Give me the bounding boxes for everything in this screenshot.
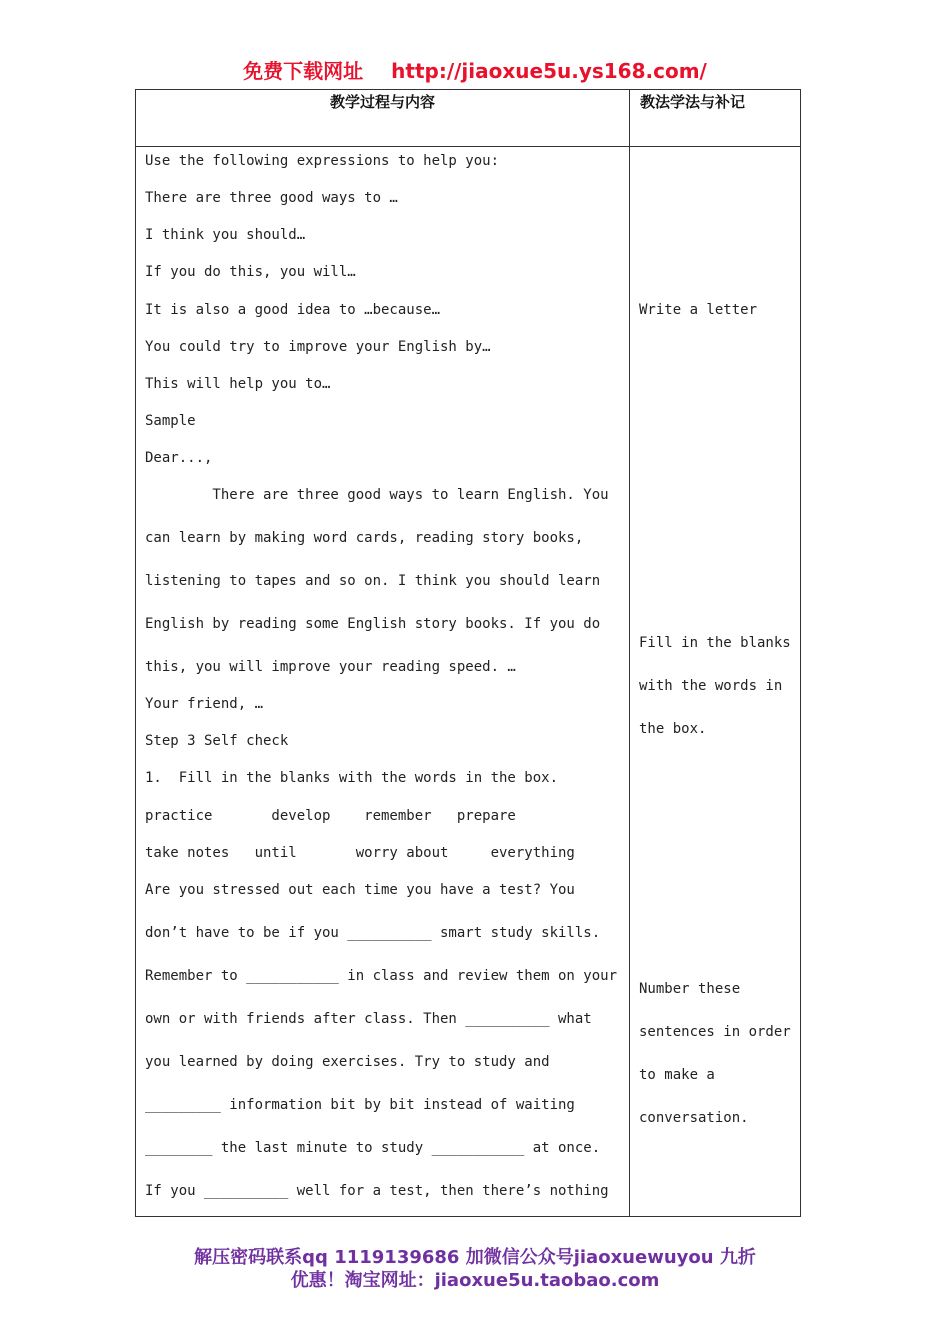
content-line: There are three good ways to learn English. You — [145, 487, 609, 503]
note-line: to make a — [639, 1067, 715, 1083]
content-line: ________ the last minute to study ___________ at once. — [145, 1140, 601, 1156]
content-column-header: 教学过程与内容 — [136, 90, 630, 147]
note-line: the box. — [639, 721, 707, 737]
notes-column-header: 教法学法与补记 — [630, 90, 801, 147]
lesson-table — [135, 89, 801, 1217]
download-label: 免费下载网址 — [243, 59, 364, 83]
note-line: Number these — [639, 981, 741, 997]
content-line: listening to tapes and so on. I think you should learn — [145, 573, 601, 589]
content-line: If you do this, you will… — [145, 264, 356, 280]
content-line: It is also a good idea to …because… — [145, 302, 441, 318]
content-line: English by reading some English story books. If you do — [145, 616, 601, 632]
teaching-notes-cell — [630, 147, 801, 1217]
content-line: own or with friends after class. Then __________ what — [145, 1011, 592, 1027]
download-url-link[interactable]: http://jiaoxue5u.ys168.com/ — [391, 59, 707, 83]
content-line: Sample — [145, 413, 196, 429]
content-line: There are three good ways to … — [145, 190, 398, 206]
content-line: You could try to improve your English by… — [145, 339, 491, 355]
content-line: Your friend, … — [145, 696, 264, 712]
content-line: If you __________ well for a test, then there’s nothing — [145, 1183, 609, 1199]
content-line: Step 3 Self check — [145, 733, 289, 749]
content-line: _________ information bit by bit instead of waiting — [145, 1097, 575, 1113]
content-line: Dear..., — [145, 450, 213, 466]
note-line: conversation. — [639, 1110, 749, 1126]
download-header — [0, 55, 950, 84]
content-line: take notes until worry about everything — [145, 845, 575, 861]
note-line: Write a letter — [639, 302, 758, 318]
content-line: 1. Fill in the blanks with the words in the box. — [145, 770, 559, 786]
note-line: sentences in order — [639, 1024, 791, 1040]
note-line: Fill in the blanks — [639, 635, 791, 651]
content-line: Are you stressed out each time you have a test? You — [145, 882, 575, 898]
content-line: Remember to ___________ in class and review them on your — [145, 968, 618, 984]
content-line: practice develop remember prepare — [145, 808, 516, 824]
content-line: don’t have to be if you __________ smart study skills. — [145, 925, 601, 941]
content-line: you learned by doing exercises. Try to study and — [145, 1054, 550, 1070]
footer-line-1: 解压密码联系qq 1119139686 加微信公众号jiaoxuewuyou 九折 — [194, 1247, 756, 1268]
lesson-content-cell — [136, 147, 630, 1217]
footer-line-2: 优惠！淘宝网址：jiaoxue5u.taobao.com — [290, 1270, 660, 1291]
note-line: with the words in — [639, 678, 783, 694]
content-line: This will help you to… — [145, 376, 331, 392]
content-line: this, you will improve your reading speed. … — [145, 659, 516, 675]
content-line: can learn by making word cards, reading story books, — [145, 530, 584, 546]
content-line: Use the following expressions to help you: — [145, 153, 500, 169]
content-line: I think you should… — [145, 227, 306, 243]
